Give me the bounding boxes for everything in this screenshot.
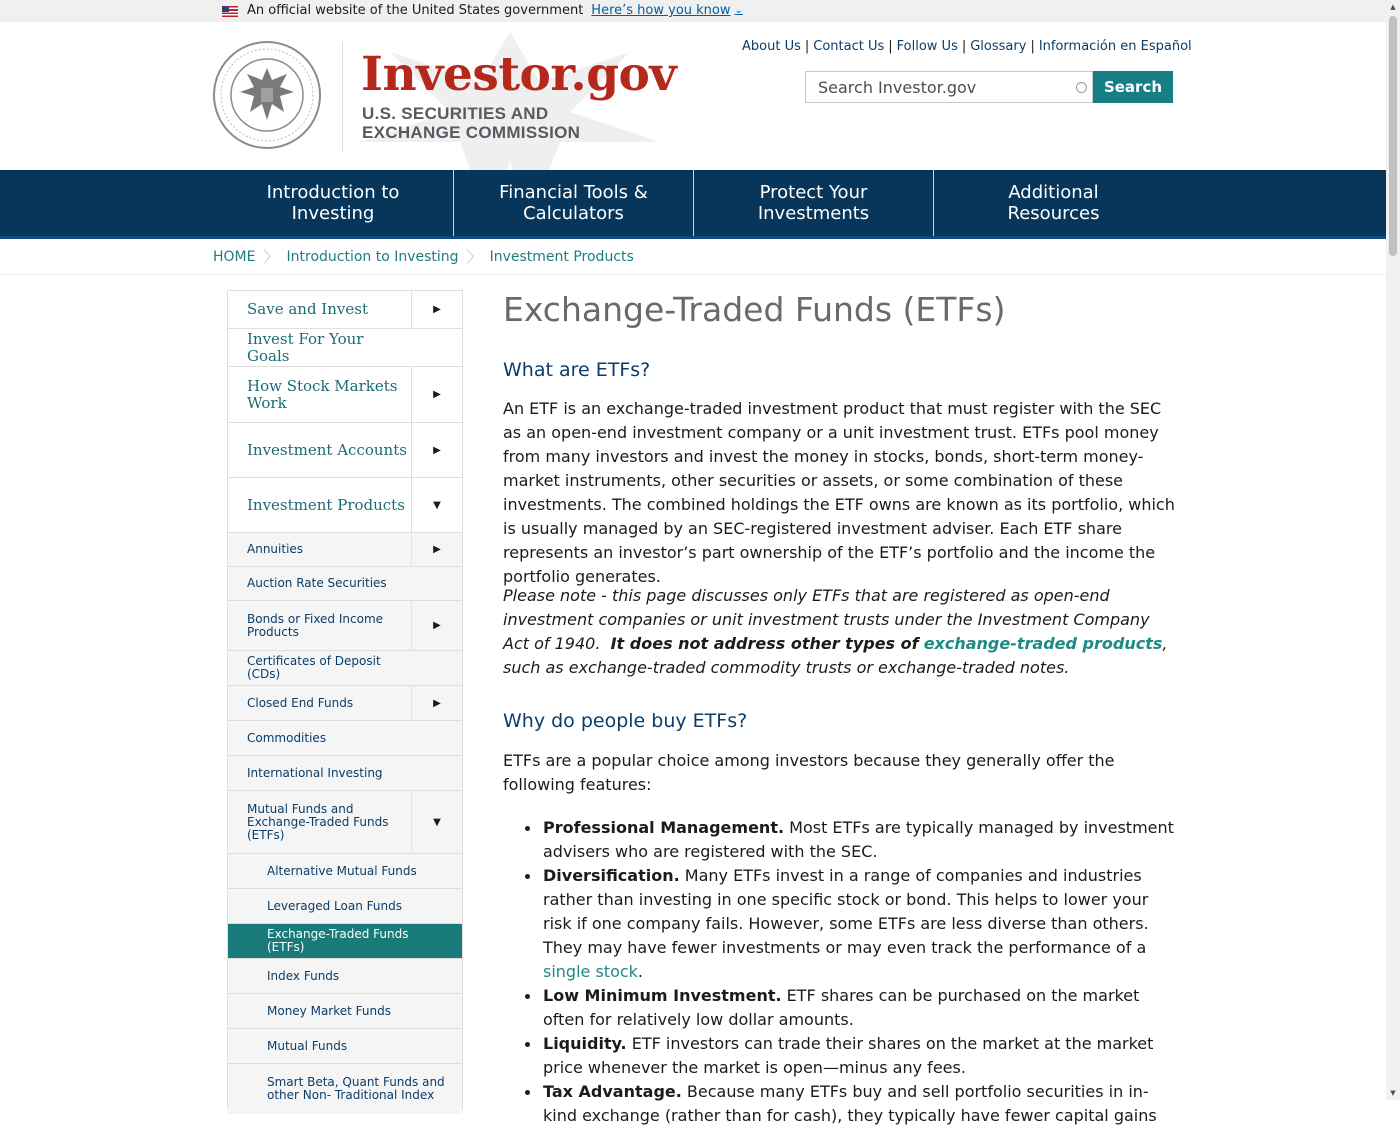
sidebar-item-closed-end-funds[interactable]: [228, 686, 462, 721]
sidebar-item-label: Leveraged Loan Funds: [267, 898, 402, 913]
list-item: [503, 1032, 1175, 1080]
caret-down-icon[interactable]: ▼: [411, 791, 462, 853]
sidebar-item-label: Save and Invest: [247, 300, 368, 318]
features-list: [503, 816, 1175, 1128]
bullet-text-end: .: [637, 962, 644, 981]
site-header: [0, 22, 1386, 170]
sidebar-item-label: Certificates of Deposit (CDs): [247, 654, 381, 681]
caret-right-icon[interactable]: ▶: [411, 423, 462, 477]
gov-banner-text: An official website of the United States government: [247, 3, 584, 18]
heres-how-you-know-label: Here’s how you know: [591, 3, 731, 18]
logo-divider: [342, 42, 343, 152]
caret-right-icon[interactable]: ▶: [411, 291, 462, 328]
paragraph-why-buy-etfs: ETFs are a popular choice among investors because they generally offer the following features:: [503, 751, 1115, 794]
sidebar-item-label: Investment Accounts: [247, 440, 407, 459]
sidebar-item-leveraged-loan-funds[interactable]: [228, 889, 462, 924]
exchange-traded-products-link[interactable]: exchange-traded products: [923, 634, 1163, 653]
bullet-title: Professional Management.: [543, 818, 785, 837]
sidebar-item-money-market-funds[interactable]: [228, 994, 462, 1029]
bullet-text: ETF shares can be purchased on the market often for relatively low dollar amounts.: [543, 986, 1140, 1029]
sidebar-item-international-investing[interactable]: [228, 756, 462, 791]
nav-item-line2: Investments: [757, 203, 870, 224]
sidebar-item-label: International Investing: [247, 765, 383, 780]
sidebar-item-label: Smart Beta, Quant Funds and other Non- Traditional Index: [267, 1075, 445, 1102]
sidebar-item-how-stock-markets-work[interactable]: [228, 367, 462, 423]
sidebar-item-invest-for-your-goals[interactable]: [228, 329, 462, 367]
search-input[interactable]: [806, 72, 1076, 102]
bullet-title: Tax Advantage.: [543, 1082, 682, 1101]
breadcrumb-investment-products[interactable]: Investment Products: [489, 249, 634, 265]
sidebar-item-mutual-funds-and-etfs[interactable]: [228, 791, 462, 854]
sidebar-item-auction-rate-securities[interactable]: [228, 567, 462, 601]
sidebar-item-label: Mutual Funds and Exchange-Traded Funds (ETFs): [247, 801, 389, 842]
sidebar-item-annuities[interactable]: [228, 533, 462, 567]
sidebar-item-label: Investment Products: [247, 495, 405, 514]
bullet-title: Low Minimum Investment.: [543, 986, 782, 1005]
paragraph-what-are-etfs: An ETF is an exchange-traded investment product that must register with the SEC as an open-end investment company or a unit investment trust. ETFs pool money from many investors and invest the money in stocks, bonds, short-term money-market instruments, other securities or assets, or some combination of these investments. The combined holdings the ETF owns are known as its portfolio, which is usually managed by an SEC-registered investment adviser. Each ETF share represents an investor’s part ownership of the ETF’s portfolio and the income the portfolio generates.: [503, 399, 1175, 586]
agency-name: [362, 104, 580, 142]
list-item: [503, 864, 1175, 984]
sidebar-item-label: Money Market Funds: [267, 1003, 391, 1018]
sidebar-item-label: Auction Rate Securities: [247, 576, 387, 590]
chevron-right-icon: 〉: [466, 248, 482, 266]
bullet-text: Many ETFs invest in a range of companies and industries rather than investing in one specific stock or bond. This helps to lower your risk if one company fails. However, some ETFs are less diverse than others. They may have fewer investments or may even track the performance of a: [543, 866, 1149, 957]
sidebar-item-label: Index Funds: [267, 968, 340, 983]
sidebar-item-save-and-invest[interactable]: [228, 291, 462, 329]
us-flag-icon: [222, 6, 238, 17]
scroll-down-arrow-icon[interactable]: ▼: [1390, 1089, 1396, 1097]
nav-item-line1: Financial Tools &: [499, 182, 648, 203]
note-text-end: , such as exchange-traded commodity trusts or exchange-traded notes.: [503, 634, 1168, 677]
sidebar-item-label: Bonds or Fixed Income Products: [247, 611, 384, 639]
site-name-logo[interactable]: Investor.gov: [361, 47, 677, 102]
nav-additional-resources[interactable]: [934, 170, 1173, 236]
follow-us-link[interactable]: Follow Us: [896, 39, 958, 54]
sidebar-item-alternative-mutual-funds[interactable]: [228, 854, 462, 889]
single-stock-link[interactable]: single stock: [543, 962, 638, 981]
breadcrumb-home[interactable]: HOME: [213, 249, 256, 265]
scrollbar-thumb[interactable]: [1389, 16, 1397, 256]
page-scrollbar[interactable]: [1386, 0, 1400, 1100]
bullet-text: ETF investors can trade their shares on the market at the market price whenever the market is open—minus any fees.: [543, 1034, 1154, 1077]
sidebar-item-index-funds[interactable]: [228, 959, 462, 994]
gov-banner-content: [222, 3, 743, 19]
caret-right-icon[interactable]: ▶: [411, 367, 462, 422]
glossary-link[interactable]: Glossary: [970, 39, 1027, 54]
sidebar-nav: [227, 290, 463, 1110]
search-box: [805, 71, 1093, 103]
caret-down-icon[interactable]: ▼: [411, 478, 462, 532]
list-item: [503, 1080, 1175, 1128]
gov-banner: [0, 0, 1386, 22]
search-clear-icon: [1076, 82, 1087, 93]
sidebar-item-label: Annuities: [247, 542, 304, 556]
bullet-text: Most ETFs are typically managed by investment advisers who are registered with the SEC.: [543, 818, 1174, 861]
sidebar-item-label: Commodities: [247, 730, 327, 745]
about-us-link[interactable]: About Us: [742, 39, 801, 54]
sidebar-item-label: Closed End Funds: [247, 695, 354, 710]
heading-why-buy-etfs: Why do people buy ETFs?: [503, 710, 748, 732]
sidebar-item-certificates-of-deposit[interactable]: [228, 651, 462, 686]
main-nav: [0, 170, 1386, 239]
sidebar-item-label: Alternative Mutual Funds: [267, 863, 417, 878]
nav-protect-your-investments[interactable]: [694, 170, 933, 236]
nav-item-line1: Protect Your: [759, 182, 868, 203]
agency-name-line2: EXCHANGE COMMISSION: [362, 123, 581, 142]
nav-item-line1: Additional: [1008, 182, 1099, 203]
note-text: Please note - this page discusses only ETFs that are registered as open-end investment companies or unit investment trusts under the Investment Company Act of 1940.: [503, 586, 1150, 653]
bullet-title: Liquidity.: [543, 1034, 627, 1053]
note-bold: It does not address other types of: [610, 634, 919, 653]
sidebar-item-mutual-funds[interactable]: [228, 1029, 462, 1064]
caret-right-icon[interactable]: ▶: [411, 686, 462, 720]
nav-item-line2: Resources: [1007, 203, 1100, 224]
contact-us-link[interactable]: Contact Us: [813, 39, 885, 54]
utility-links: About Us | Contact Us | Follow Us | Glossary | Información en Español: [742, 39, 1192, 54]
sidebar-item-investment-products[interactable]: [228, 478, 462, 533]
sidebar-item-label: How Stock Markets Work: [247, 376, 398, 412]
sec-seal-icon[interactable]: [212, 40, 322, 150]
breadcrumb: [213, 247, 634, 267]
sidebar-item-label: Invest For Your Goals: [247, 329, 364, 365]
page-title: Exchange-Traded Funds (ETFs): [503, 290, 1006, 329]
heading-what-are-etfs: What are ETFs?: [503, 359, 651, 381]
search-button[interactable]: Search: [1093, 71, 1173, 103]
caret-right-icon[interactable]: ▶: [411, 533, 462, 566]
heres-how-you-know-link[interactable]: [591, 3, 743, 19]
nav-financial-tools[interactable]: [454, 170, 693, 236]
agency-name-line1: U.S. SECURITIES AND: [362, 104, 549, 123]
spanish-link[interactable]: Información en Español: [1038, 39, 1192, 54]
sidebar-item-commodities[interactable]: [228, 721, 462, 756]
breadcrumb-introduction-to-investing[interactable]: Introduction to Investing: [286, 249, 459, 265]
caret-right-icon[interactable]: ▶: [411, 601, 462, 650]
scroll-up-arrow-icon[interactable]: ▲: [1390, 3, 1396, 11]
sidebar-item-label: Exchange-Traded Funds (ETFs): [267, 927, 409, 954]
sidebar-item-smart-beta[interactable]: [228, 1064, 462, 1114]
nav-item-line2: Calculators: [523, 203, 624, 224]
list-item: [503, 816, 1175, 864]
chevron-right-icon: 〉: [263, 248, 279, 266]
sidebar-item-investment-accounts[interactable]: [228, 423, 462, 478]
nav-introduction-to-investing[interactable]: [213, 170, 453, 236]
breadcrumb-divider: [0, 274, 1386, 275]
bullet-text: Because many ETFs buy and sell portfolio securities in in-kind exchange (rather than for cash), they typically have fewer capital gains: [543, 1082, 1157, 1125]
sidebar-item-bonds[interactable]: [228, 601, 462, 651]
nav-item-line1: Introduction to: [266, 182, 400, 203]
paragraph-note: [503, 584, 1175, 680]
list-item: [503, 984, 1175, 1032]
sidebar-item-label: Mutual Funds: [267, 1038, 348, 1053]
bullet-title: Diversification.: [543, 866, 680, 885]
nav-item-line2: Investing: [291, 203, 375, 224]
chevron-down-icon: ⌄: [734, 5, 743, 16]
sidebar-item-etfs-active[interactable]: [228, 924, 462, 959]
